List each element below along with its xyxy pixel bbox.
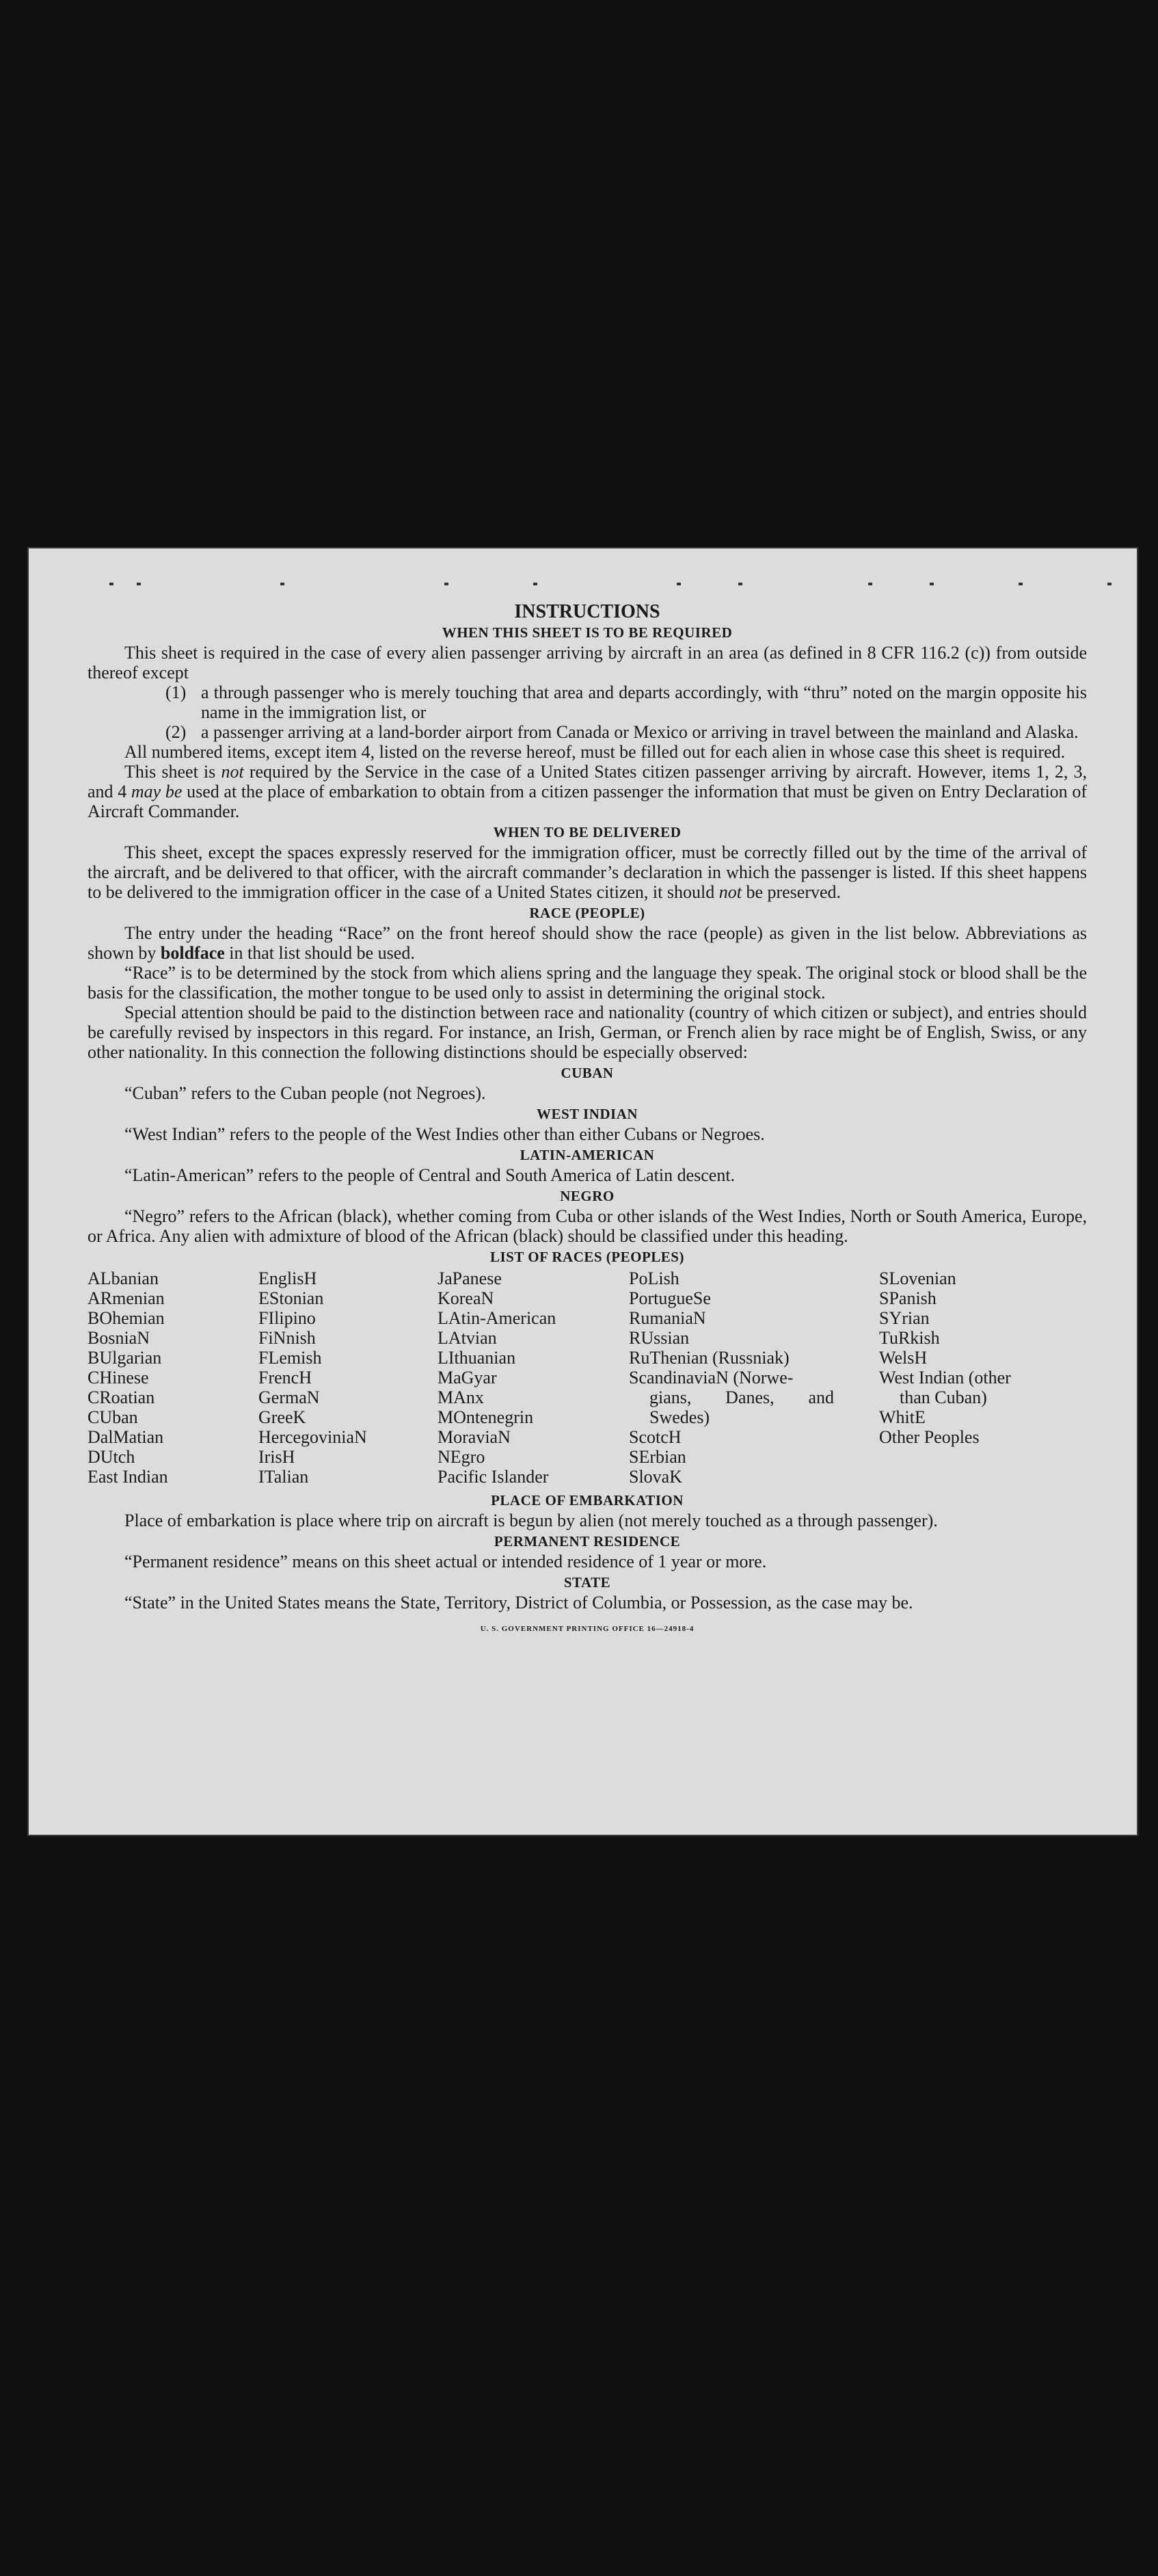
list-item: LAtin-American (437, 1308, 556, 1328)
list-item: RumaniaN (629, 1308, 706, 1328)
list-item: CUban (87, 1407, 138, 1427)
heading-list-of-races: LIST OF RACES (PEOPLES) (490, 1249, 684, 1265)
list-item: FLemish (258, 1348, 322, 1368)
list-item: KoreaN (437, 1288, 494, 1308)
races-column-2 (258, 1269, 437, 1487)
list-item: PortugueSe (629, 1288, 711, 1308)
list-item: ARmenian (87, 1288, 165, 1308)
list-item: ScandinaviaN (Norwe- (629, 1368, 794, 1387)
printing-office-footer: U. S. GOVERNMENT PRINTING OFFICE 16—24918-4 (480, 1625, 695, 1633)
item-number: (1) (165, 682, 187, 702)
list-item (87, 682, 1087, 722)
list-item: DUtch (87, 1447, 135, 1467)
list-item: Swedes) (649, 1407, 710, 1427)
list-item: LIthuanian (437, 1348, 516, 1368)
list-item: CHinese (87, 1368, 149, 1387)
list-item: ScotcH (629, 1427, 682, 1447)
list-item: SPanish (879, 1288, 937, 1308)
list-item: WelsH (879, 1348, 928, 1368)
list-item: WhitE (879, 1407, 926, 1427)
paragraph-race-2: “Race” is to be determined by the stock from which aliens spring and the language they speak. The original stock or blood shall be the basis for the classification, the mother tongue to be used only to assist in determining the original stock. (87, 963, 1087, 1002)
paragraph-race-3: Special attention should be paid to the distinction between race and nationality (country of which citizen or subject), and entries should be carefully revised by inspectors in this regard. For instance, an Irish, German, or French alien by race might be of English, Swiss, or any other nationality. In this connection the following distinctions should be especially observed: (87, 1002, 1087, 1062)
list-item: BOhemian (87, 1308, 165, 1328)
list-item: GermaN (258, 1387, 320, 1407)
paragraph-west-indian: “West Indian” refers to the people of the West Indies other than either Cubans or Negroes. (124, 1124, 765, 1144)
list-item: FIlipino (258, 1308, 316, 1328)
list-item: TuRkish (879, 1328, 940, 1348)
heading-when-required: WHEN THIS SHEET IS TO BE REQUIRED (442, 624, 733, 641)
heading-negro: NEGRO (560, 1188, 615, 1204)
paragraph-embarkation: Place of embarkation is place where trip on aircraft is begun by alien (not merely touched as a through passenger). (124, 1511, 938, 1530)
list-item: Other Peoples (879, 1427, 980, 1447)
list-item: ALbanian (87, 1269, 159, 1288)
paragraph-cuban: “Cuban” refers to the Cuban people (not Negroes). (124, 1083, 486, 1103)
heading-cuban: CUBAN (561, 1065, 614, 1081)
list-item (87, 722, 1087, 742)
list-item: BosniaN (87, 1328, 150, 1348)
list-item: EnglisH (258, 1269, 317, 1288)
heading-west-indian: WEST INDIAN (536, 1106, 638, 1122)
list-item: than Cuban) (900, 1387, 987, 1407)
races-column-3 (437, 1269, 629, 1487)
list-item: East Indian (87, 1467, 168, 1487)
list-item: NEgro (437, 1447, 485, 1467)
document-content (87, 602, 1087, 1639)
races-list (87, 1269, 1087, 1487)
list-item: West Indian (other (879, 1368, 1011, 1387)
races-column-1 (87, 1269, 258, 1487)
list-item: IrisH (258, 1447, 295, 1467)
heading-state: STATE (563, 1574, 611, 1591)
list-item: LAtvian (437, 1328, 497, 1348)
paragraph-state: “State” in the United States means the State, Territory, District of Columbia, or Possession, as the case may be. (124, 1593, 913, 1612)
list-item: MaGyar (437, 1368, 497, 1387)
list-item: PoLish (629, 1269, 679, 1288)
heading-race: RACE (PEOPLE) (529, 905, 645, 921)
list-item: HercegoviniaN (258, 1427, 367, 1447)
paragraph-citizen-note: This sheet is not required by the Service in the case of a United States citizen passenger arriving by aircraft. However, items 1, 2, 3, and 4 may be used at the place of embarkation to obtain from a citizen passenger the information that must be given on Entry Declaration of Aircraft Commander. (87, 762, 1088, 821)
paragraph-residence: “Permanent residence” means on this sheet actual or intended residence of 1 year or more. (124, 1552, 767, 1571)
document-sheet (27, 547, 1138, 1836)
races-column-4 (629, 1269, 879, 1487)
document-title: INSTRUCTIONS (514, 601, 660, 622)
item-number: (2) (165, 722, 187, 742)
paragraph-negro: “Negro” refers to the African (black), whether coming from Cuba or other islands of the West Indies, North or South America, Europe, or Africa. Any alien with admixture of blood of the African (black) should be classified under this heading. (87, 1206, 1087, 1246)
item-text: a through passenger who is merely touching that area and departs accordingly, with “thru” noted on the margin opposite his name in the immigration list, or (201, 682, 1087, 722)
list-item: DalMatian (87, 1427, 164, 1447)
heading-embarkation: PLACE OF EMBARKATION (491, 1492, 684, 1509)
list-item: SLovenian (879, 1269, 956, 1288)
heading-residence: PERMANENT RESIDENCE (494, 1533, 681, 1550)
list-item: EStonian (258, 1288, 324, 1308)
list-item: Pacific Islander (437, 1467, 549, 1487)
list-item: GreeK (258, 1407, 306, 1427)
list-item: MOntenegrin (437, 1407, 534, 1427)
list-item: gians, Danes, and (649, 1387, 834, 1407)
heading-when-delivered: WHEN TO BE DELIVERED (493, 824, 682, 840)
list-item: SlovaK (629, 1467, 682, 1487)
item-text: a passenger arriving at a land-border airport from Canada or Mexico or arriving in travel between the mainland and Alaska. (201, 722, 1079, 742)
list-item: RUssian (629, 1328, 690, 1348)
print-specks (109, 583, 1097, 587)
list-item: MoraviaN (437, 1427, 511, 1447)
races-column-5 (879, 1269, 1084, 1487)
list-item: CRoatian (87, 1387, 155, 1407)
paragraph-latin-american: “Latin-American” refers to the people of Central and South America of Latin descent. (124, 1165, 736, 1185)
paragraph-numbered-note: All numbered items, except item 4, listed on the reverse hereof, must be filled out for each alien in whose case this sheet is required. (124, 742, 1066, 762)
list-item: BUlgarian (87, 1348, 162, 1368)
list-item: FrencH (258, 1368, 312, 1387)
list-item: RuThenian (Russniak) (629, 1348, 790, 1368)
paragraph-race-1: The entry under the heading “Race” on the front hereof should show the race (people) as given in the list below. Abbreviations as shown by boldface in that list should be used. (87, 923, 1087, 963)
heading-latin-american: LATIN-AMERICAN (520, 1147, 655, 1163)
list-item: FiNnish (258, 1328, 316, 1348)
list-item: JaPanese (437, 1269, 502, 1288)
list-item: SYrian (879, 1308, 930, 1328)
paragraph-intro: This sheet is required in the case of every alien passenger arriving by aircraft in an area (as defined in 8 CFR 116.2 (c)) from outside thereof except (87, 643, 1087, 682)
list-item: ITalian (258, 1467, 309, 1487)
paragraph-when-delivered: This sheet, except the spaces expressly reserved for the immigration officer, must be correctly filled out by the time of the arrival of the aircraft, and be delivered to that officer, with the aircraft commander’s declaration in which the passenger is listed. If this sheet happens to be delivered to the immigration officer in the case of a United States citizen, it should not be preserved. (87, 842, 1087, 902)
list-item: MAnx (437, 1387, 484, 1407)
list-item: SErbian (629, 1447, 686, 1467)
